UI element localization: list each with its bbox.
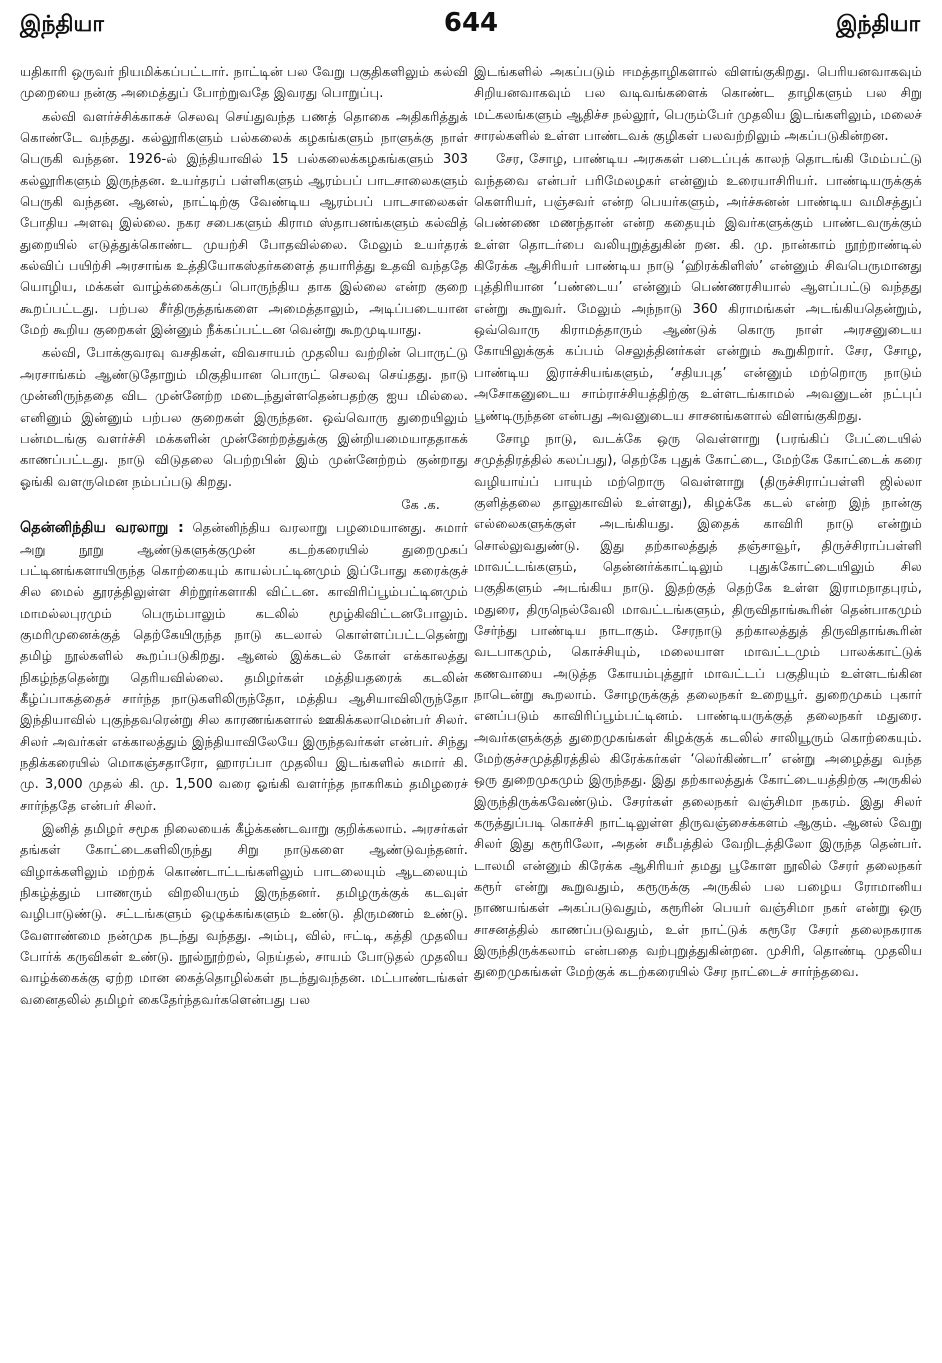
- paragraph: இடங்களில் அகப்படும் ஈமத்தாழிகளால் விளங்குகிறது. பெரியனவாகவும் சிறியனவாகவும் பல வடிவங்களைக் கொண்ட தாழிகளும் பல சிறு மட்கலங்களும் ஆதிச்ச நல்லூர், பெரும்பேர் முதலிய இடங்களிலும், மலைச் சாரல்களில் உள்ள பாண்டவக் குழிகள் பலவற்றிலும் அகப்படுகின்றன.: [474, 65, 922, 145]
- author-initials: கே .க.: [401, 497, 440, 513]
- paragraph: கல்வி வளர்ச்சிக்காகச் செலவு செய்துவந்த பணத் தொகை அதிகரித்துக் கொண்டே வந்தது. கல்லூரிகளும் பல்கலைக் கழகங்களும் நாளுக்கு நாள் பெருகி வந்தன. 1926-ல் இந்தியாவில் 15 பல்கலைக்கழகங்களும் 303 கல்லூரிகளும் இருந்தன. உயர்தரப் பள்ளிகளும் ஆரம்பப் பாடசாலைகளும் பெருகி வந்தன. ஆனல், நாட்டிற்கு வேண்டிய ஆரம்பப் பாடசாலைகள் போதிய அளவு இல்லை. நகர சபைகளும் கிராம ஸ்தாபனங்களும் கல்வித் துறையில் எடுத்துக்கொண்ட முயற்சி போதவில்லை. மேலும் உயர்தரக் கல்விப் பயிற்சி அரசாங்க உத்தியோகஸ்தர்களைத் தயாரித்து உதவி வந்ததே யொழிய, மக்கள் வாழ்க்கைக்குப் பொருந்திய தாக இல்லை என்ற குறை கூறப்பட்டது. பற்பல சீர்திருத்தங்களை அமைத்தாலும், அடிப்படையான மேற் கூறிய குறைகள் இன்னும் நீக்கப்பட்டன வென்று கூறமுடியாது.: [20, 109, 468, 339]
- running-header-left: இந்தியா: [20, 12, 104, 37]
- section-heading: தென்னிந்திய வரலாறு :: [20, 520, 184, 537]
- left-column: [20, 62, 468, 1358]
- paragraph: இனித் தமிழர் சமூக நிலையைக் கீழ்க்கண்டவாறு குறிக்கலாம். அரசர்கள் தங்கள் கோட்டைகளிலிருந்து சிறு நாடுகளை ஆண்டுவந்தனர். விழாக்களிலும் மற்றக் கொண்டாட்டங்களிலும் பாடலையும் ஆடலையும் நிகழ்த்தும் பாணரும் விறலியரும் இருந்தனர். தமிழருக்குக் கடவுள் வழிபாடுண்டு. சட்டங்களும் ஒழுக்கங்களும் உண்டு. திருமணம் உண்டு. வேளாண்மை நன்முக நடந்து வந்தது. அம்பு, வில், ஈட்டி, கத்தி முதலிய போர்க் கருவிகள் உண்டு. நூல்நூற்றல், நெய்தல், சாயம் போடுதல் முதலிய வாழ்க்கைக்கு ஏற்ற மான கைத்தொழில்கள் நடந்துவந்தன. மட்பாண்டங்கள் வனைதலில் தமிழர் கைதேர்ந்தவர்களென்பது பல: [20, 822, 468, 1008]
- paragraph: கல்வி, போக்குவரவு வசதிகள், விவசாயம் முதலிய வற்றின் பொருட்டு அரசாங்கம் ஆண்டுதோறும் மிகுதியான பொருட் செலவு செய்தது. நாடு முன்னிருந்ததை விட முன்னேற்ற மடைந்துள்ளதென்பதற்கு ஐய மில்லை. எனினும் இன்னும் பற்பல குறைகள் இருந்தன. ஒவ்வொரு துறையிலும் பன்மடங்கு வளர்ச்சி மக்களின் முன்னேற்றத்துக்கு இன்றியமையாததாகக் காணப்பட்டது. நாடு விடுதலை பெற்றபின் இம் முன்னேற்றம் குன்றாது ஓங்கி வளருமென நம்பப்படு கிறது.: [20, 346, 468, 490]
- page-number: 644: [443, 8, 499, 38]
- running-header-right: இந்தியா: [836, 12, 920, 37]
- right-column: [474, 62, 922, 1358]
- section-text: தென்னிந்திய வரலாறு பழமையானது. சுமார் அறு நூறு ஆண்டுகளுக்குமுன் கடற்கரையில் துறைமுகப் பட்டினங்களாயிருந்த கொற்கையும் காயல்பட்டினமும் இப்போது கரைக்குச் சில மைல் தூரத்திலுள்ள சிற்றூர்களாகி விட்டன. காவிரிப்பூம்பட்டினமும் மாமல்லபுரமும் பெரும்பாலும் கடலில் மூழ்கிவிட்டனபோலும். குமரிமுனைக்குத் தெற்கேயிருந்த நாடு கடலால் கொள்ளப்பட்டதென்று தமிழ் நூல்களில் கூறப்படுகிறது. ஆனல் இக்கடல் கோள் எக்காலத்து நிகழ்ந்ததென்று தெரியவில்லை. தமிழர்கள் மத்தியதரைக் கடலின் கீழ்ப்பாகத்தைச் சார்ந்த நாடுகளிலிருந்தோ, மத்திய ஆசியாவிலிருந்தோ இந்தியாவில் புகுந்தவரென்று சில காரணங்களால் ஊகிக்கலாமென்பர் சிலர். சிலர் அவர்கள் எக்காலத்தும் இந்தியாவிலேயே இருந்தவர்கள் என்பர். சிந்து நதிக்கரையில் மொகஞ்சதாரோ, ஹாரப்பா முதலிய இடங்களில் சுமார் கி. மு. 3,000 முதல் கி. மு. 1,500 வரை ஓங்கி வளர்ந்த நாகரிகம் தமிழரைச் சார்ந்ததே என்பர் சிலர்.: [20, 521, 468, 814]
- paragraph: சோழ நாடு, வடக்கே ஒரு வெள்ளாறு (பரங்கிப் பேட்டையில் சமுத்திரத்தில் கலப்பது), தெற்கே புதுக் கோட்டை, மேற்கே கோட்டைக் கரை வழியாய்ப் பாயும் மற்றொரு வெள்ளாறு (திருச்சிராப்பள்ளி ஜில்லா குளித்தலை தாலுகாவில் உள்ளது), கிழக்கே கடல் என்ற இந் நான்கு எல்லைகளுக்குள் அடங்கியது. இதைக் காவிரி நாடு என்றும் சொல்லுவதுண்டு. இது தற்காலத்துத் தஞ்சாவூர், திருச்சிராப்பள்ளி மாவட்டங்களும், தென்னர்க்காட்டிலும் புதுக்கோட்டையிலும் சில பகுதிகளும் அடங்கிய நாடு. இதற்குத் தெற்கே உள்ள இராமநாதபுரம், மதுரை, திருநெல்வேலி மாவட்டங்களும், திருவிதாங்கூரின் தென்பாகமும் சேர்ந்து பாண்டிய நாடாகும். சேரநாடு தற்காலத்துத் திருவிதாங்கூரின் வடபாகமும், கொச்சியும், மலையாள மாவட்டமும் பாலக்காட்டுக் கணவாயை அடுத்த கோயம்புத்தூர் மாவட்டப் பகுதியும் உள்ளடங்கின நாடென்று கூறலாம். சோழருக்குத் தலைநகர் உறையூர். துறைமுகம் புகார் எனப்படும் காவிரிப்பூம்பட்டினம். பாண்டியருக்குத் தலைநகர் மதுரை. அவர்களுக்குத் துறைமுகங்கள் கிழக்குக் கடலில் சாலியூரும் கொற்கையும். மேற்குச்சமுத்திரத்தில் கிரேக்கர்கள் ‘லெர்கிண்டா’ என்று அழைத்து வந்த ஒரு துறைமுகமும் இருந்தது. இது தற்காலத்துக் கோட்டையத்திற்கு அருகில் இருந்திருக்கவேண்டும். சேரர்கள் தலைநகர் வஞ்சிமா நகரம். இது சிலர் கருத்துப்படி கொச்சி நாட்டிலுள்ள திருவஞ்சைக்களம் ஆகும். ஆனல் வேறு சிலர் இது கரூரிலோ, அதன் சமீபத்தில் வேறிடத்திலோ இருந்த தென்பர். டாலமி என்னும் கிரேக்க ஆசிரியர் தமது பூகோள நூலில் சேரர் தலைநகர் கரூர் என்று கூறுவதும், கரூருக்கு அருகில் பல பழைய ரோமானிய நாணயங்கள் அகப்படுவதும், கரூரின் பெயர் வஞ்சிமா நகர் என்று ஒரு சாசனத்தில் காணப்படுவதும், உள் நாட்டுக் கரூரே சேரர் தலைநகராக இருந்திருக்கலாம் என்பதை வற்புறுத்துகின்றன. முசிரி, தொண்டி முதலிய துறைமுகங்கள் மேற்குக் கடற்கரையில் சேர நாட்டைச் சார்ந்தவை.: [474, 431, 922, 981]
- paragraph: யதிகாரி ஒருவர் நியமிக்கப்பட்டார். நாட்டின் பல வேறு பகுதிகளிலும் கல்வி முறையை நன்கு அமைத்துப் போற்றுவதே இவரது பொறுப்பு.: [20, 65, 468, 102]
- paragraph: சேர, சோழ, பாண்டிய அரசுகள் படைப்புக் காலந் தொடங்கி மேம்பட்டு வந்தவை என்பர் பரிமேலழகர் என்னும் உரையாசிரியர். பாண்டியருக்குக் கௌரியர், பஞ்சவர் என்ற பெயர்களும், அர்ச்சுனன் பாண்டிய வமிசத்துப் பெண்ணை மணந்தான் என்ற கதையும் இவர்களுக்கும் பாண்டவருக்கும் உள்ள தொடர்பை வலியுறுத்துகின் றன. கி. மு. நான்காம் நூற்றாண்டில் கிரேக்க ஆசிரியர் பாண்டிய நாடு ‘ஹிரக்கிளிஸ்’ என்னும் சிவபெருமானது புத்திரியான ‘பண்டைய’ என்னும் பெண்ணரசியால் ஆளப்பட்டு வந்தது என்று கூறுவர். மேலும் அந்நாடு 360 கிராமங்கள் அடங்கியதென்றும், ஒவ்வொரு கிராமத்தாரும் ஆண்டுக் கொரு நாள் அரசனுடைய கோயிலுக்குக் கப்பம் செலுத்தினர்கள் என்றும் கூறுகிறார். சேர, சோழ, பாண்டிய இராச்சியங்களும், ‘சதியபுத’ என்னும் மற்றொரு நாடும் அசோகனுடைய சாம்ராச்சியத்திற்கு உள்ளடங்காமல் அவனுடன் நட்புப் பூண்டிருந்தன என்பது அவனுடைய சாசனங்களால் விளங்குகிறது.: [474, 152, 922, 424]
- section-paragraph: [20, 518, 468, 817]
